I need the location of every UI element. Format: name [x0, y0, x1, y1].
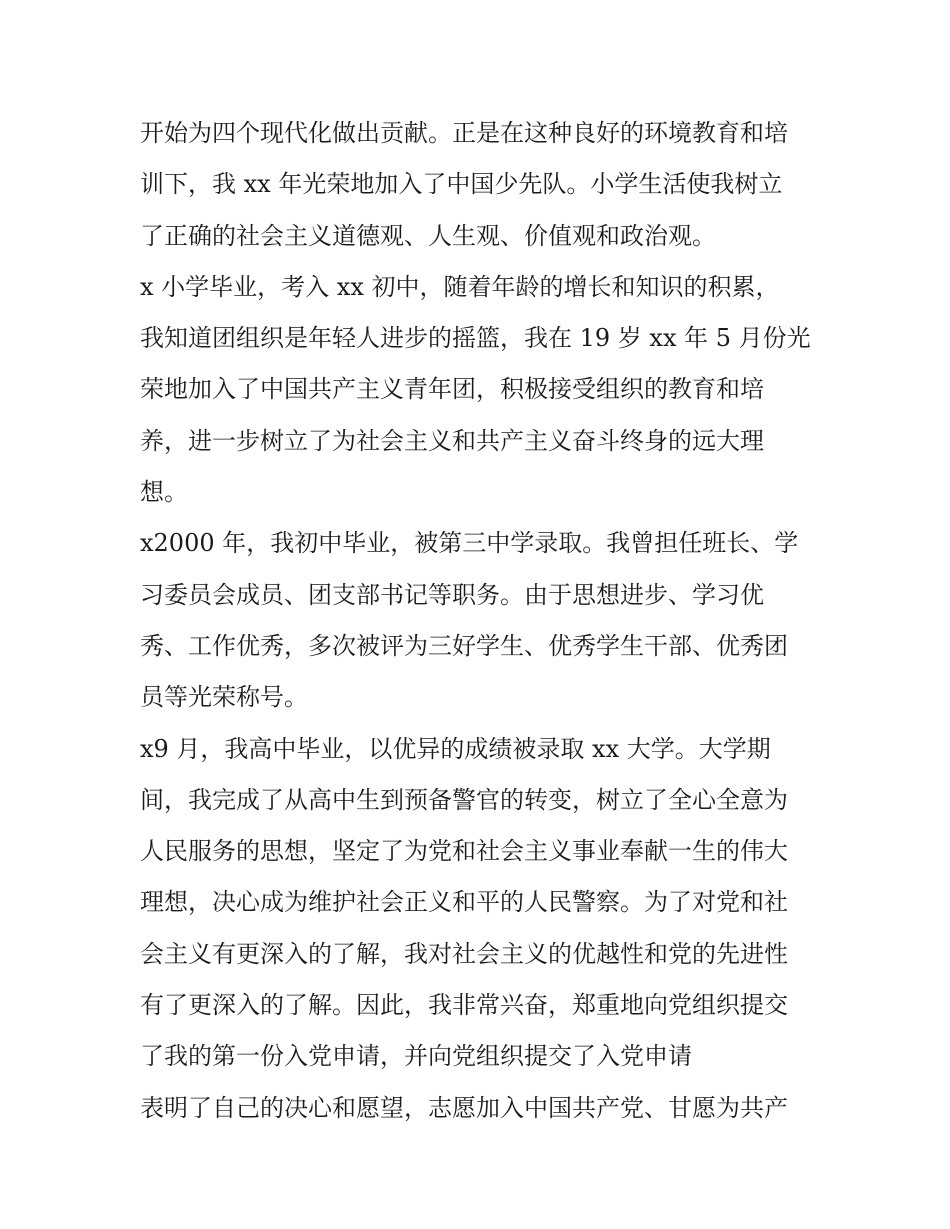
text-line: 了正确的社会主义道德观、人生观、价值观和政治观。 [140, 221, 716, 250]
text-line: x9 月，我高中毕业，以优异的成绩被录取 xx 大学。大学期 [140, 734, 771, 763]
text-line: 表明了自己的决心和愿望，志愿加入中国共产党、甘愿为共产 [140, 1093, 788, 1122]
text-line: 训下，我 xx 年光荣地加入了中国少先队。小学生活使我树立 [140, 170, 783, 199]
text-line: 习委员会成员、团支部书记等职务。由于思想进步、学习优 [140, 580, 764, 609]
text-line: 理想，决心成为维护社会正义和平的人民警察。为了对党和社 [140, 888, 788, 917]
text-line: 养，进一步树立了为社会主义和共产主义奋斗终身的远大理 [140, 426, 764, 455]
text-line: 开始为四个现代化做出贡献。正是在这种良好的环境教育和培 [140, 119, 788, 147]
text-line: 荣地加入了中国共产主义青年团，积极接受组织的教育和培 [140, 375, 764, 404]
text-line: x2000 年，我初中毕业，被第三中学录取。我曾担任班长、学 [140, 529, 799, 558]
body-text [140, 108, 820, 1134]
text-line: 秀、工作优秀，多次被评为三好学生、优秀学生干部、优秀团 [140, 631, 788, 660]
text-line: 想。 [140, 478, 188, 507]
text-line: 有了更深入的了解。因此，我非常兴奋，郑重地向党组织提交 [140, 991, 788, 1020]
text-line: 间，我完成了从高中生到预备警官的转变，树立了全心全意为 [140, 785, 788, 814]
text-line: 会主义有更深入的了解，我对社会主义的优越性和党的先进性 [140, 939, 788, 968]
text-line: 我知道团组织是年轻人进步的摇篮，我在 19 岁 xx 年 5 月份光 [140, 324, 811, 353]
text-line: 人民服务的思想，坚定了为党和社会主义事业奉献一生的伟大 [140, 837, 788, 866]
text-line: 了我的第一份入党申请，并向党组织提交了入党申请 [140, 1042, 692, 1071]
text-line: x 小学毕业，考入 xx 初中，随着年龄的增长和知识的积累， [140, 272, 780, 301]
text-line: 员等光荣称号。 [140, 683, 308, 712]
